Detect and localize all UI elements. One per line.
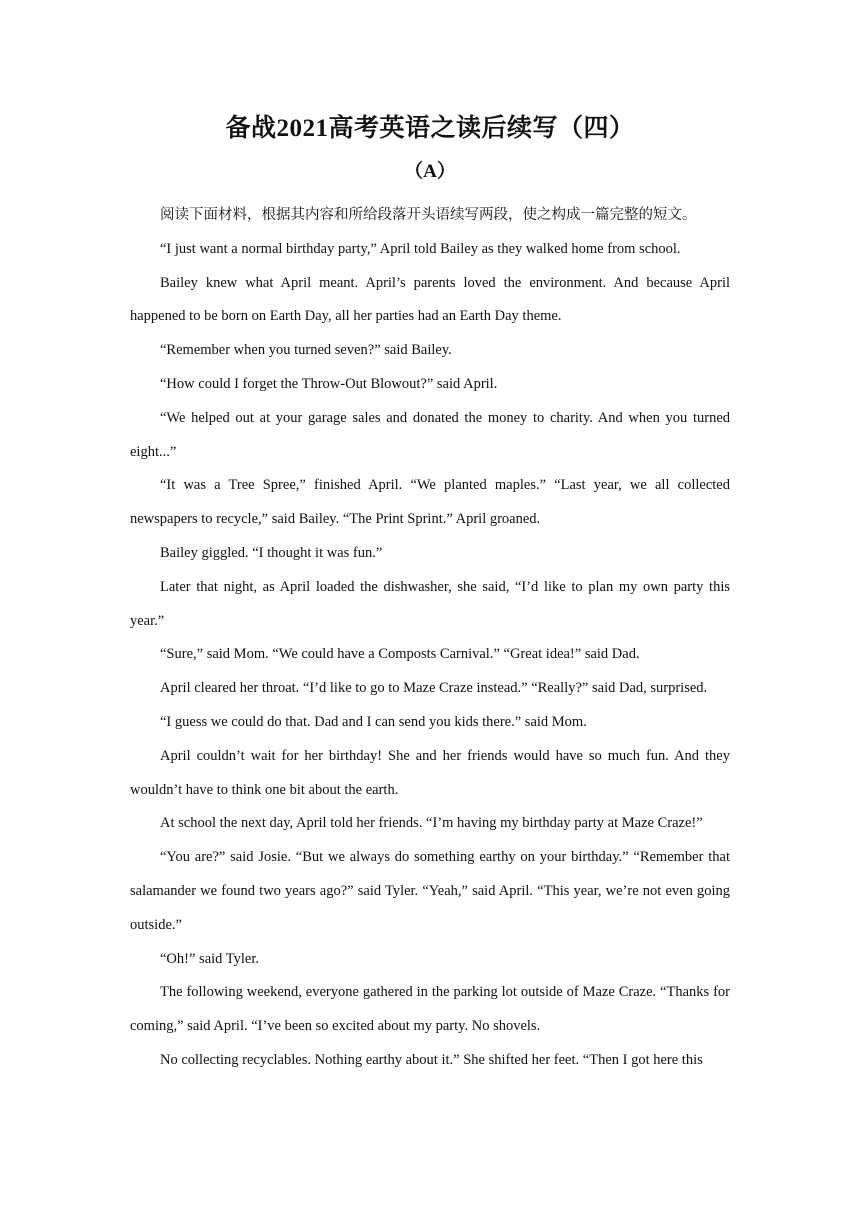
story-paragraph: No collecting recyclables. Nothing earthy about it.” She shifted her feet. “Then I got here this — [160, 1051, 703, 1068]
story-paragraph: “You are?” said Josie. “But we always do something earthy on your birthday.” “Remember that salamander we found two years ago?” said Tyler. “Yeah,” said April. “This year, we’re not even going outside.” — [130, 849, 730, 933]
story-paragraph: April cleared her throat. “I’d like to go to Maze Craze instead.” “Really?” said Dad, surprised. — [160, 680, 708, 697]
story-paragraph: “Sure,” said Mom. “We could have a Composts Carnival.” “Great idea!” said Dad. — [160, 646, 640, 663]
story-paragraph: “We helped out at your garage sales and donated the money to charity. And when you turned eight...” — [130, 409, 730, 460]
story-paragraph: “I guess we could do that. Dad and I can send you kids there.” said Mom. — [160, 713, 587, 730]
story-paragraph: At school the next day, April told her friends. “I’m having my birthday party at Maze Craze!” — [160, 815, 703, 832]
story-paragraph: “It was a Tree Spree,” finished April. “We planted maples.” “Last year, we all collected newspapers to recycle,” said Bailey. “The Print Sprint.” April groaned. — [130, 477, 730, 528]
body-text — [130, 199, 730, 1078]
story-paragraph: Bailey giggled. “I thought it was fun.” — [160, 544, 383, 561]
story-paragraph: “How could I forget the Throw-Out Blowout?” said April. — [160, 375, 498, 392]
story-paragraph: “Oh!” said Tyler. — [160, 950, 259, 967]
instruction-paragraph: 阅读下面材料，根据其内容和所给段落开头语续写两段，使之构成一篇完整的短文。 — [160, 207, 697, 223]
story-paragraph: “Remember when you turned seven?” said Bailey. — [160, 342, 452, 359]
story-paragraph: Later that night, as April loaded the dishwasher, she said, “I’d like to plan my own party this year.” — [130, 578, 730, 629]
story-paragraph: “I just want a normal birthday party,” April told Bailey as they walked home from school. — [160, 240, 681, 257]
story-paragraph: The following weekend, everyone gathered in the parking lot outside of Maze Craze. “Thanks for coming,” said April. “I’ve been so excited about my party. No shovels. — [130, 984, 730, 1035]
section-label: （A） — [404, 161, 456, 182]
story-paragraph: Bailey knew what April meant. April’s parents loved the environment. And because April happened to be born on Earth Day, all her parties had an Earth Day theme. — [130, 274, 730, 325]
document-title: 备战2021高考英语之读后续写（四） — [225, 115, 635, 142]
story-paragraph: April couldn’t wait for her birthday! She and her friends would have so much fun. And they wouldn’t have to think one bit about the earth. — [130, 747, 730, 798]
